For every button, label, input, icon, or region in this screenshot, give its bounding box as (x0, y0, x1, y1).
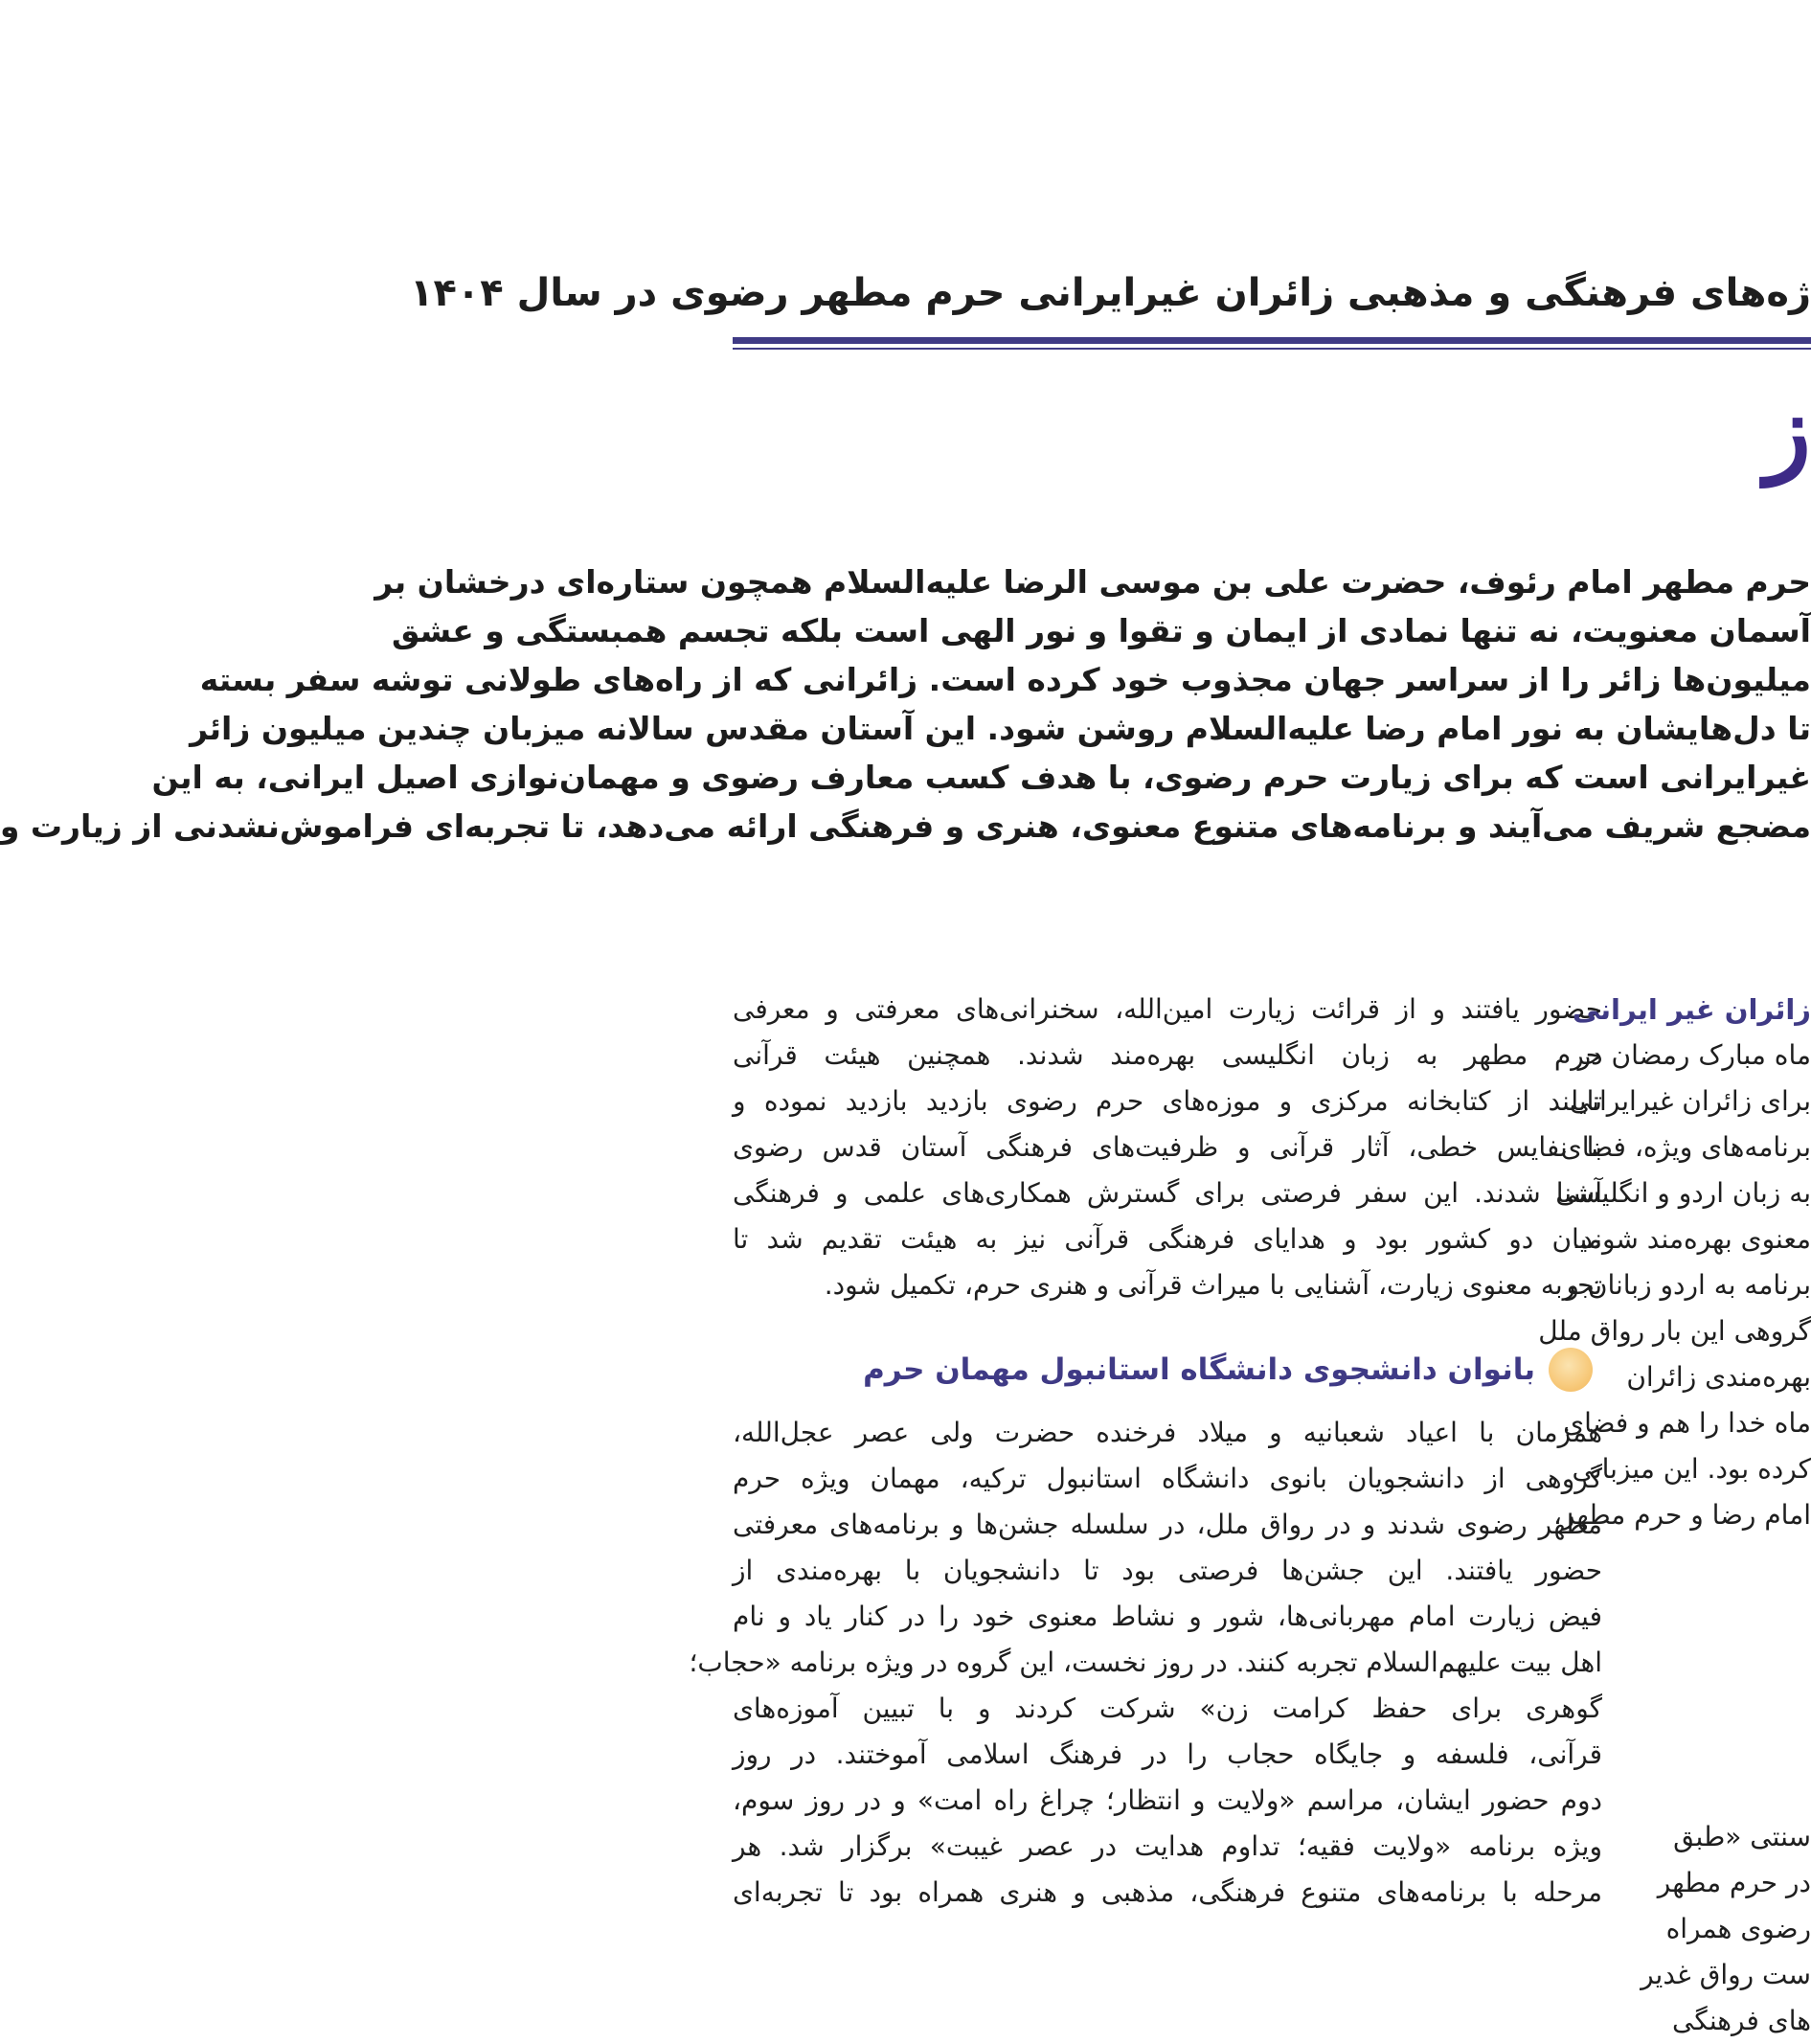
side-line: در حرم مطهر (1657, 1867, 1811, 1898)
intro-line: حرم مطهر امام رئوف، حضرت علی بن موسی الرضا علیه‌السلام همچون ستاره‌ای درخشان بر (374, 563, 1811, 601)
side-line: ست رواق غدیر (1641, 1959, 1811, 1990)
header-rule-thick (733, 337, 1811, 344)
body-line: اهل بیت علیهم‌السلام تجربه کنند. در روز نخست، این گروه در ویژه برنامه «حجاب؛ (689, 1647, 1602, 1678)
side-line: برای زائران غیرایرانی (1569, 1085, 1811, 1117)
body-line: آشنا شدند. این سفر فرصتی برای گسترش همکاری‌های علمی و فرهنگی (733, 1177, 1602, 1209)
body-line: دوم حضور ایشان، مراسم «ولایت و انتظار؛ چراغ راه امت» و در روز سوم، (733, 1784, 1602, 1816)
side-line: گروهی این بار رواق ملل (1538, 1315, 1811, 1347)
side-line: بهره‌مندی زائران (1626, 1361, 1811, 1393)
body-line: تجربه معنوی زیارت، آشنایی با میراث قرآنی و هنری حرم، تکمیل شود. (824, 1269, 1602, 1301)
side-line: رضوی همراه (1665, 1913, 1811, 1944)
body-line: تایلند از کتابخانه مرکزی و موزه‌های حرم رضوی بازدید بازدید نموده و (733, 1085, 1602, 1117)
side-column (1538, 987, 1811, 2044)
side-line: امام رضا و حرم مطهر، (1552, 1499, 1811, 1531)
body-line: میان دو کشور بود و هدایای فرهنگی قرآنی نیز به هیئت تقدیم شد تا (733, 1223, 1602, 1255)
intro-line: مضجع شریف می‌آیند و برنامه‌های متنوع معنوی، هنری و فرهنگی ارائه می‌دهد، تا تجربه‌ای فراموش‌نشدنی از زیارت و (0, 807, 1811, 845)
body-line: مرحله با برنامه‌های متنوع فرهنگی، مذهبی و هنری همراه بود تا تجربه‌ای (733, 1876, 1602, 1908)
decorative-initial-letter: ز (1764, 374, 1811, 487)
intro-line: غیرایرانی است که برای زیارت حرم رضوی، با هدف کسب معارف رضوی و مهمان‌نوازی اصیل ایرانی، به این (151, 759, 1811, 796)
section-heading (733, 1329, 1602, 1410)
body-line: همزمان با اعیاد شعبانیه و میلاد فرخنده حضرت ولی عصر عجل‌الله، (733, 1417, 1602, 1448)
intro-line: آسمان معنویت، نه تنها نمادی از ایمان و تقوا و نور الهی است بلکه تجسم همبستگی و عشق (391, 612, 1811, 649)
body-line: با نفایس خطی، آثار قرآنی و ظرفیت‌های فرهنگی آستان قدس رضوی (733, 1131, 1602, 1163)
body-line: ویژه برنامه «ولایت فقیه؛ تداوم هدایت در عصر غیبت» برگزار شد. هر (733, 1830, 1602, 1862)
article-header-title: ژه‌های فرهنگی و مذهبی زائران غیرایرانی حرم مطهر رضوی در سال ۱۴۰۴ (410, 271, 1811, 315)
body-line: فیض زیارت امام مهربانی‌ها، شور و نشاط معنوی خود را در کنار یاد و نام (733, 1601, 1602, 1632)
side-section-title: زائران غیر ایرانی (1572, 993, 1811, 1026)
intro-line: میلیون‌ها زائر را از سراسر جهان مجذوب خود کرده است. زائرانی که از راه‌های طولانی توشه سفر بسته (199, 661, 1811, 698)
body-line: حضور یافتند و از قرائت زیارت امین‌الله، سخنرانی‌های معرفتی و معرفی (733, 993, 1602, 1025)
side-line: معنوی بهره‌مند شوند. (1572, 1223, 1811, 1255)
body-line: حرم مطهر به زبان انگلیسی بهره‌مند شدند. همچنین هیئت قرآنی (733, 1039, 1602, 1071)
side-line: های فرهنگی (1672, 2005, 1811, 2036)
header-rule-thin (733, 348, 1811, 350)
side-line: برنامه به اردو زبانان و (1566, 1269, 1811, 1301)
body-line: قرآنی، فلسفه و جایگاه حجاب را در فرهنگ اسلامی آموختند. در روز (733, 1738, 1602, 1770)
body-line: گوهری برای حفظ کرامت زن» شرکت کردند و با تبیین آموزه‌های (733, 1692, 1602, 1724)
side-line: برنامه‌های ویژه، فضای (1560, 1131, 1811, 1163)
side-line: به زبان اردو و انگلیسی (1555, 1177, 1811, 1209)
section-title: بانوان دانشجوی دانشگاه استانبول مهمان حرم (863, 1352, 1535, 1387)
intro-paragraph (0, 557, 1811, 851)
main-column (689, 987, 1602, 1916)
side-line: سنتی «طبق (1673, 1821, 1811, 1852)
side-line: ماه مبارک رمضان در (1577, 1039, 1811, 1071)
side-line: کرده بود. این میزبانی (1572, 1453, 1811, 1485)
body-line: مطهر رضوی شدند و در رواق ملل، در سلسله جشن‌ها و برنامه‌های معرفتی (733, 1509, 1602, 1540)
intro-line: تا دل‌هایشان به نور امام رضا علیه‌السلام روشن شود. این آستان مقدس سالانه میزبان چندین میلیون زائر (190, 710, 1811, 747)
side-line: ماه خدا را هم و فضای (1563, 1407, 1811, 1439)
body-line: گروهی از دانشجویان بانوی دانشگاه استانبول ترکیه، مهمان ویژه حرم (733, 1463, 1602, 1494)
column-gap (1652, 1538, 1811, 1814)
body-line: حضور یافتند. این جشن‌ها فرصتی بود تا دانشجویان با بهره‌مندی از (733, 1555, 1602, 1586)
